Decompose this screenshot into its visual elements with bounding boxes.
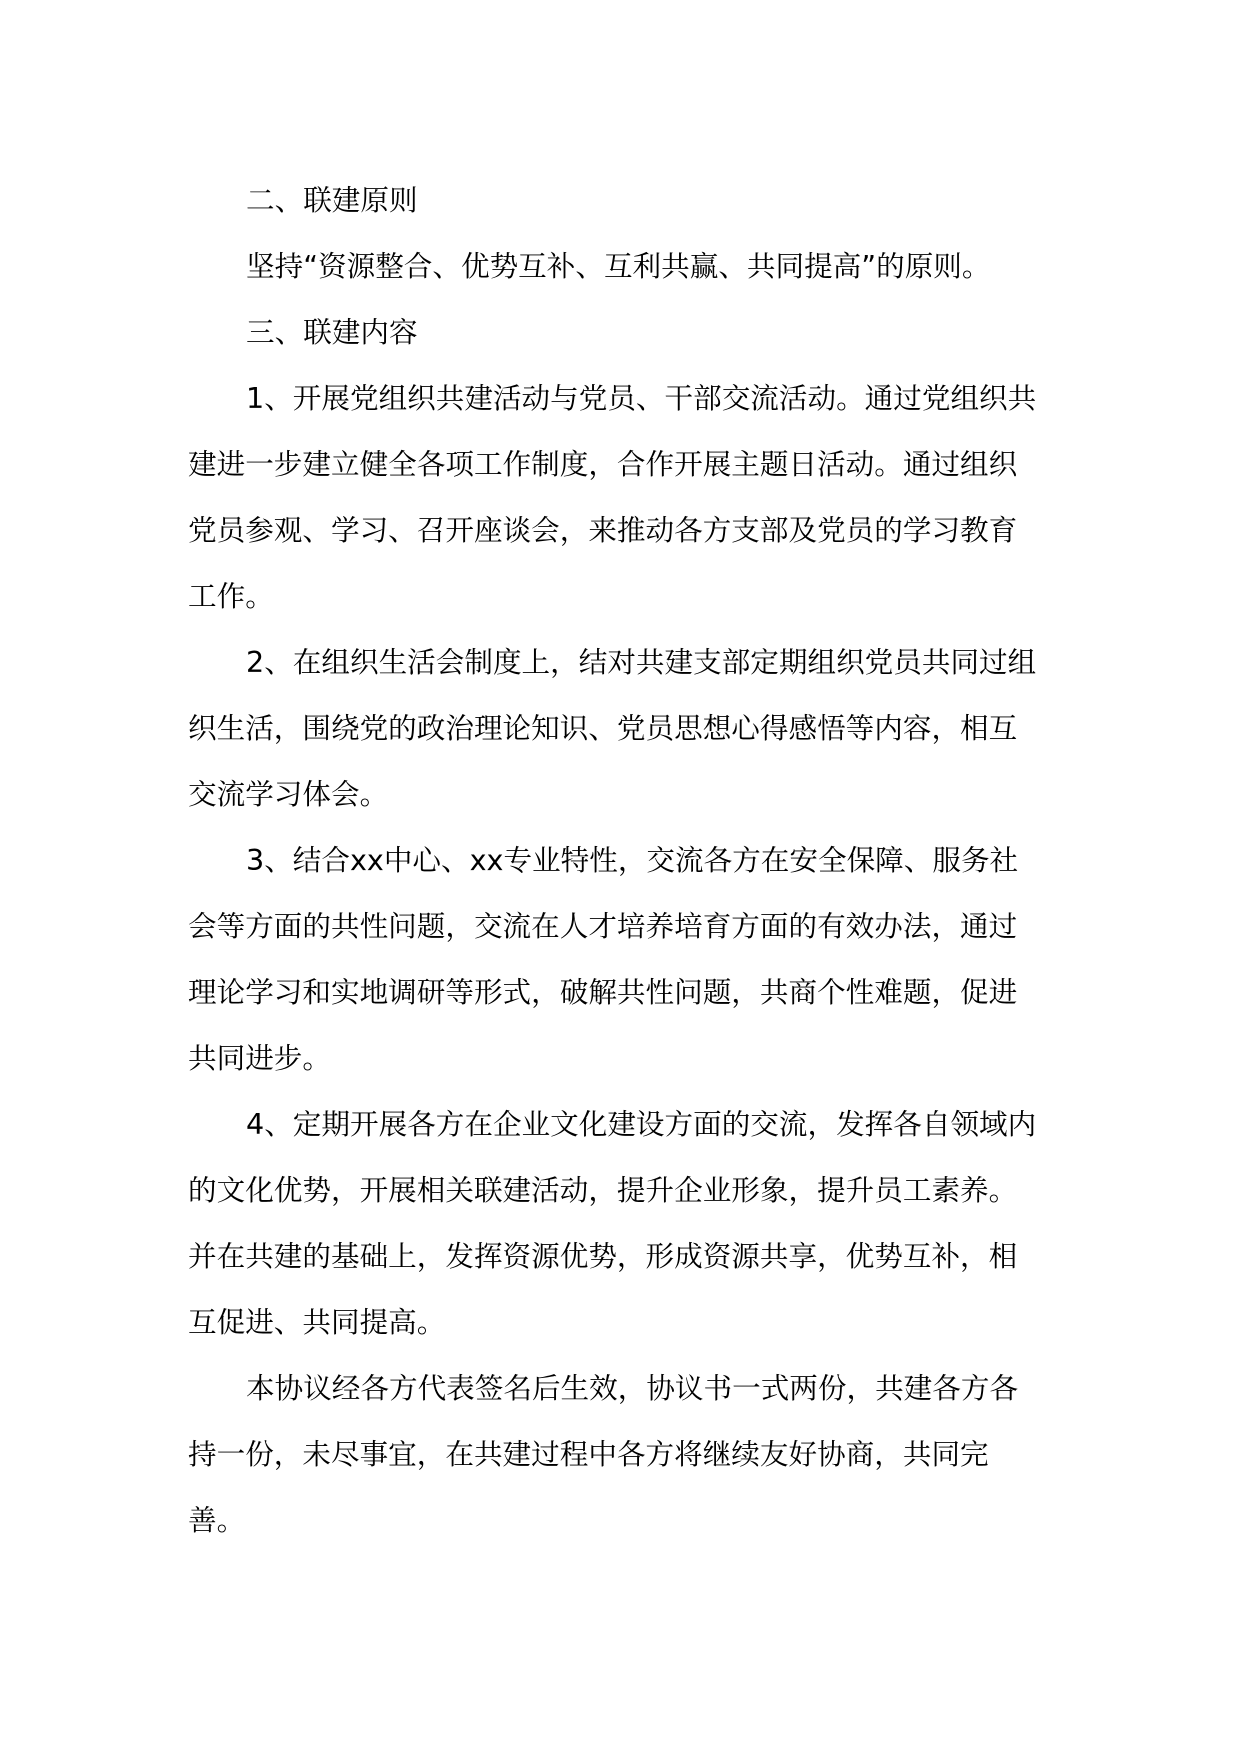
paragraph-line: 持一份，未尽事宜，在共建过程中各方将继续友好协商，共同完 xyxy=(188,1437,989,1471)
paragraph-line: 并在共建的基础上，发挥资源优势，形成资源共享，优势互补，相 xyxy=(188,1239,1018,1273)
section-heading: 二、联建原则 xyxy=(246,183,418,217)
paragraph-item-1 xyxy=(188,365,1060,629)
paragraph-line: 坚持“资源整合、优势互补、互利共赢、共同提高”的原则。 xyxy=(246,249,991,283)
section-principles xyxy=(188,167,1060,299)
paragraph-line: 4、定期开展各方在企业文化建设方面的交流，发挥各自领域内 xyxy=(246,1107,1037,1141)
paragraph-line: 的文化优势，开展相关联建活动，提升企业形象，提升员工素养。 xyxy=(188,1173,1018,1207)
paragraph-line: 本协议经各方代表签名后生效，协议书一式两份，共建各方各 xyxy=(246,1371,1019,1405)
paragraph-item-2 xyxy=(188,629,1060,827)
document-body xyxy=(188,167,1060,1553)
paragraph-line: 交流学习体会。 xyxy=(188,777,389,811)
paragraph-line: 2、在组织生活会制度上，结对共建支部定期组织党员共同过组 xyxy=(246,645,1037,679)
paragraph-line: 互促进、共同提高。 xyxy=(188,1305,446,1339)
paragraph-line: 善。 xyxy=(188,1503,246,1537)
paragraph-line: 工作。 xyxy=(188,579,274,613)
paragraph-item-4 xyxy=(188,1091,1060,1355)
paragraph-line: 党员参观、学习、召开座谈会，来推动各方支部及党员的学习教育 xyxy=(188,513,1018,547)
paragraph-line: 3、结合xx中心、xx专业特性，交流各方在安全保障、服务社 xyxy=(246,843,1019,877)
paragraph-line: 建进一步建立健全各项工作制度，合作开展主题日活动。通过组织 xyxy=(188,447,1018,481)
paragraph-line: 共同进步。 xyxy=(188,1041,331,1075)
paragraph-line: 织生活，围绕党的政治理论知识、党员思想心得感悟等内容，相互 xyxy=(188,711,1018,745)
paragraph-line: 会等方面的共性问题，交流在人才培养培育方面的有效办法，通过 xyxy=(188,909,1018,943)
paragraph-agreement-effect xyxy=(188,1355,1060,1553)
section-content xyxy=(188,299,1060,1553)
paragraph-line: 理论学习和实地调研等形式，破解共性问题，共商个性难题，促进 xyxy=(188,975,1018,1009)
paragraph-item-3 xyxy=(188,827,1060,1091)
section-heading: 三、联建内容 xyxy=(246,315,418,349)
paragraph xyxy=(188,233,1060,299)
paragraph-line: 1、开展党组织共建活动与党员、干部交流活动。通过党组织共 xyxy=(246,381,1037,415)
